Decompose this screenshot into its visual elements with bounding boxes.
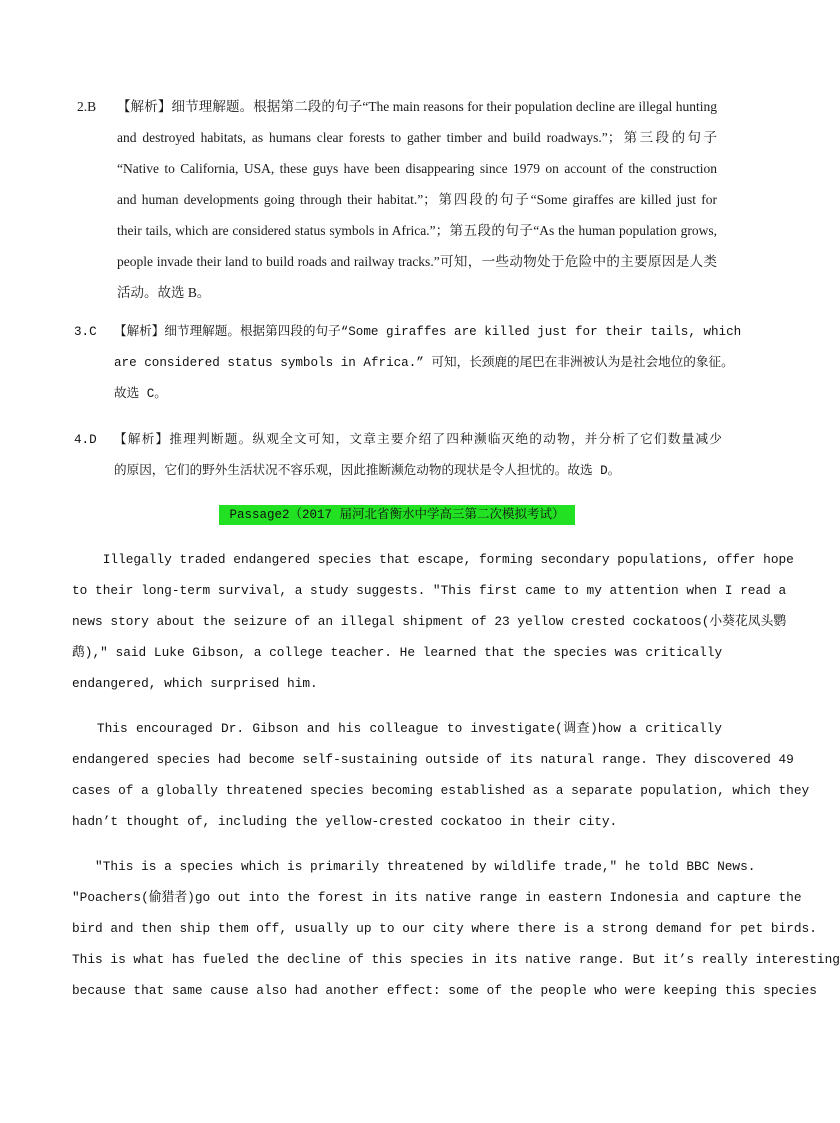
- text-line: endangered species had become self-sustaining outside of its natural range. They discovered 49: [72, 752, 794, 767]
- text-line: bird and then ship them off, usually up to our city where there is a strong demand for pet birds.: [72, 921, 817, 936]
- text-line: because that same cause also had another effect: some of the people who were keeping this species: [72, 983, 817, 998]
- text-line: 的原因，它们的野外生活状况不容乐观，因此推断濒危动物的现状是令人担忧的。故选 D。: [114, 464, 621, 478]
- answer-explanation: [117, 91, 717, 308]
- text-line: This is what has fueled the decline of this species in its native range. But it’s really interesting: [72, 952, 840, 967]
- text-line: to their long-term survival, a study suggests. "This first came to my attention when I read a: [72, 583, 787, 598]
- passage-paragraph-2: [72, 713, 810, 837]
- text-line: 鹉)," said Luke Gibson, a college teacher. He learned that the species was critically: [72, 645, 723, 660]
- text-line: "Poachers(偷猎者)go out into the forest in its native range in eastern Indonesia and capture the: [72, 890, 802, 905]
- text-line: 【解析】推理判断题。纵观全文可知，文章主要介绍了四种濒临灭绝的动物，并分析了它们数量减少: [114, 433, 722, 447]
- text-line: Illegally traded endangered species that escape, forming secondary populations, offer hope: [72, 552, 794, 567]
- text-line: endangered, which surprised him.: [72, 676, 318, 691]
- text-line: and destroyed habitats, as humans clear forests to gather timber and build roadways.”；第三段的句子: [117, 130, 717, 145]
- answer-explanation: [114, 317, 742, 410]
- text-line: cases of a globally threatened species becoming established as a separate population, which they: [72, 783, 810, 798]
- text-line: are considered status symbols in Africa.” 可知，长颈鹿的尾巴在非洲被认为是社会地位的象征。: [114, 356, 734, 370]
- text-line: “Native to California, USA, these guys have been disappearing since 1979 on account of the construction: [117, 161, 717, 176]
- passage-paragraph-3: [72, 851, 840, 1006]
- text-line: 【解析】细节理解题。根据第四段的句子“Some giraffes are killed just for their tails, which: [114, 325, 742, 339]
- text-line: This encouraged Dr. Gibson and his colleague to investigate(调查)how a critically: [72, 721, 722, 736]
- answer-explanation: [114, 425, 722, 487]
- text-line: 活动。故选 B。: [117, 285, 211, 300]
- text-line: "This is a species which is primarily threatened by wildlife trade," he told BBC News.: [72, 859, 756, 874]
- text-line: their tails, which are considered status symbols in Africa.”；第五段的句子“As the human population grows,: [117, 223, 717, 238]
- text-line: 故选 C。: [114, 387, 167, 401]
- answer-number: 4.D: [74, 433, 97, 447]
- answer-number: 2.B: [77, 99, 97, 114]
- text-line: and human developments going through their habitat.”；第四段的句子“Some giraffes are killed just for: [117, 192, 717, 207]
- answer-number: 3.C: [74, 325, 97, 339]
- passage-paragraph-1: [72, 544, 794, 699]
- text-line: people invade their land to build roads and railway tracks.”可知，一些动物处于危险中的主要原因是人类: [117, 254, 717, 269]
- passage-title: Passage2（2017 届河北省衡水中学高三第二次模拟考试）: [219, 505, 575, 525]
- text-line: news story about the seizure of an illegal shipment of 23 yellow crested cockatoos(小葵花凤头鹦: [72, 614, 787, 629]
- text-line: 【解析】细节理解题。根据第二段的句子“The main reasons for their population decline are illegal hunting: [117, 99, 717, 114]
- text-line: hadn’t thought of, including the yellow-crested cockatoo in their city.: [72, 814, 618, 829]
